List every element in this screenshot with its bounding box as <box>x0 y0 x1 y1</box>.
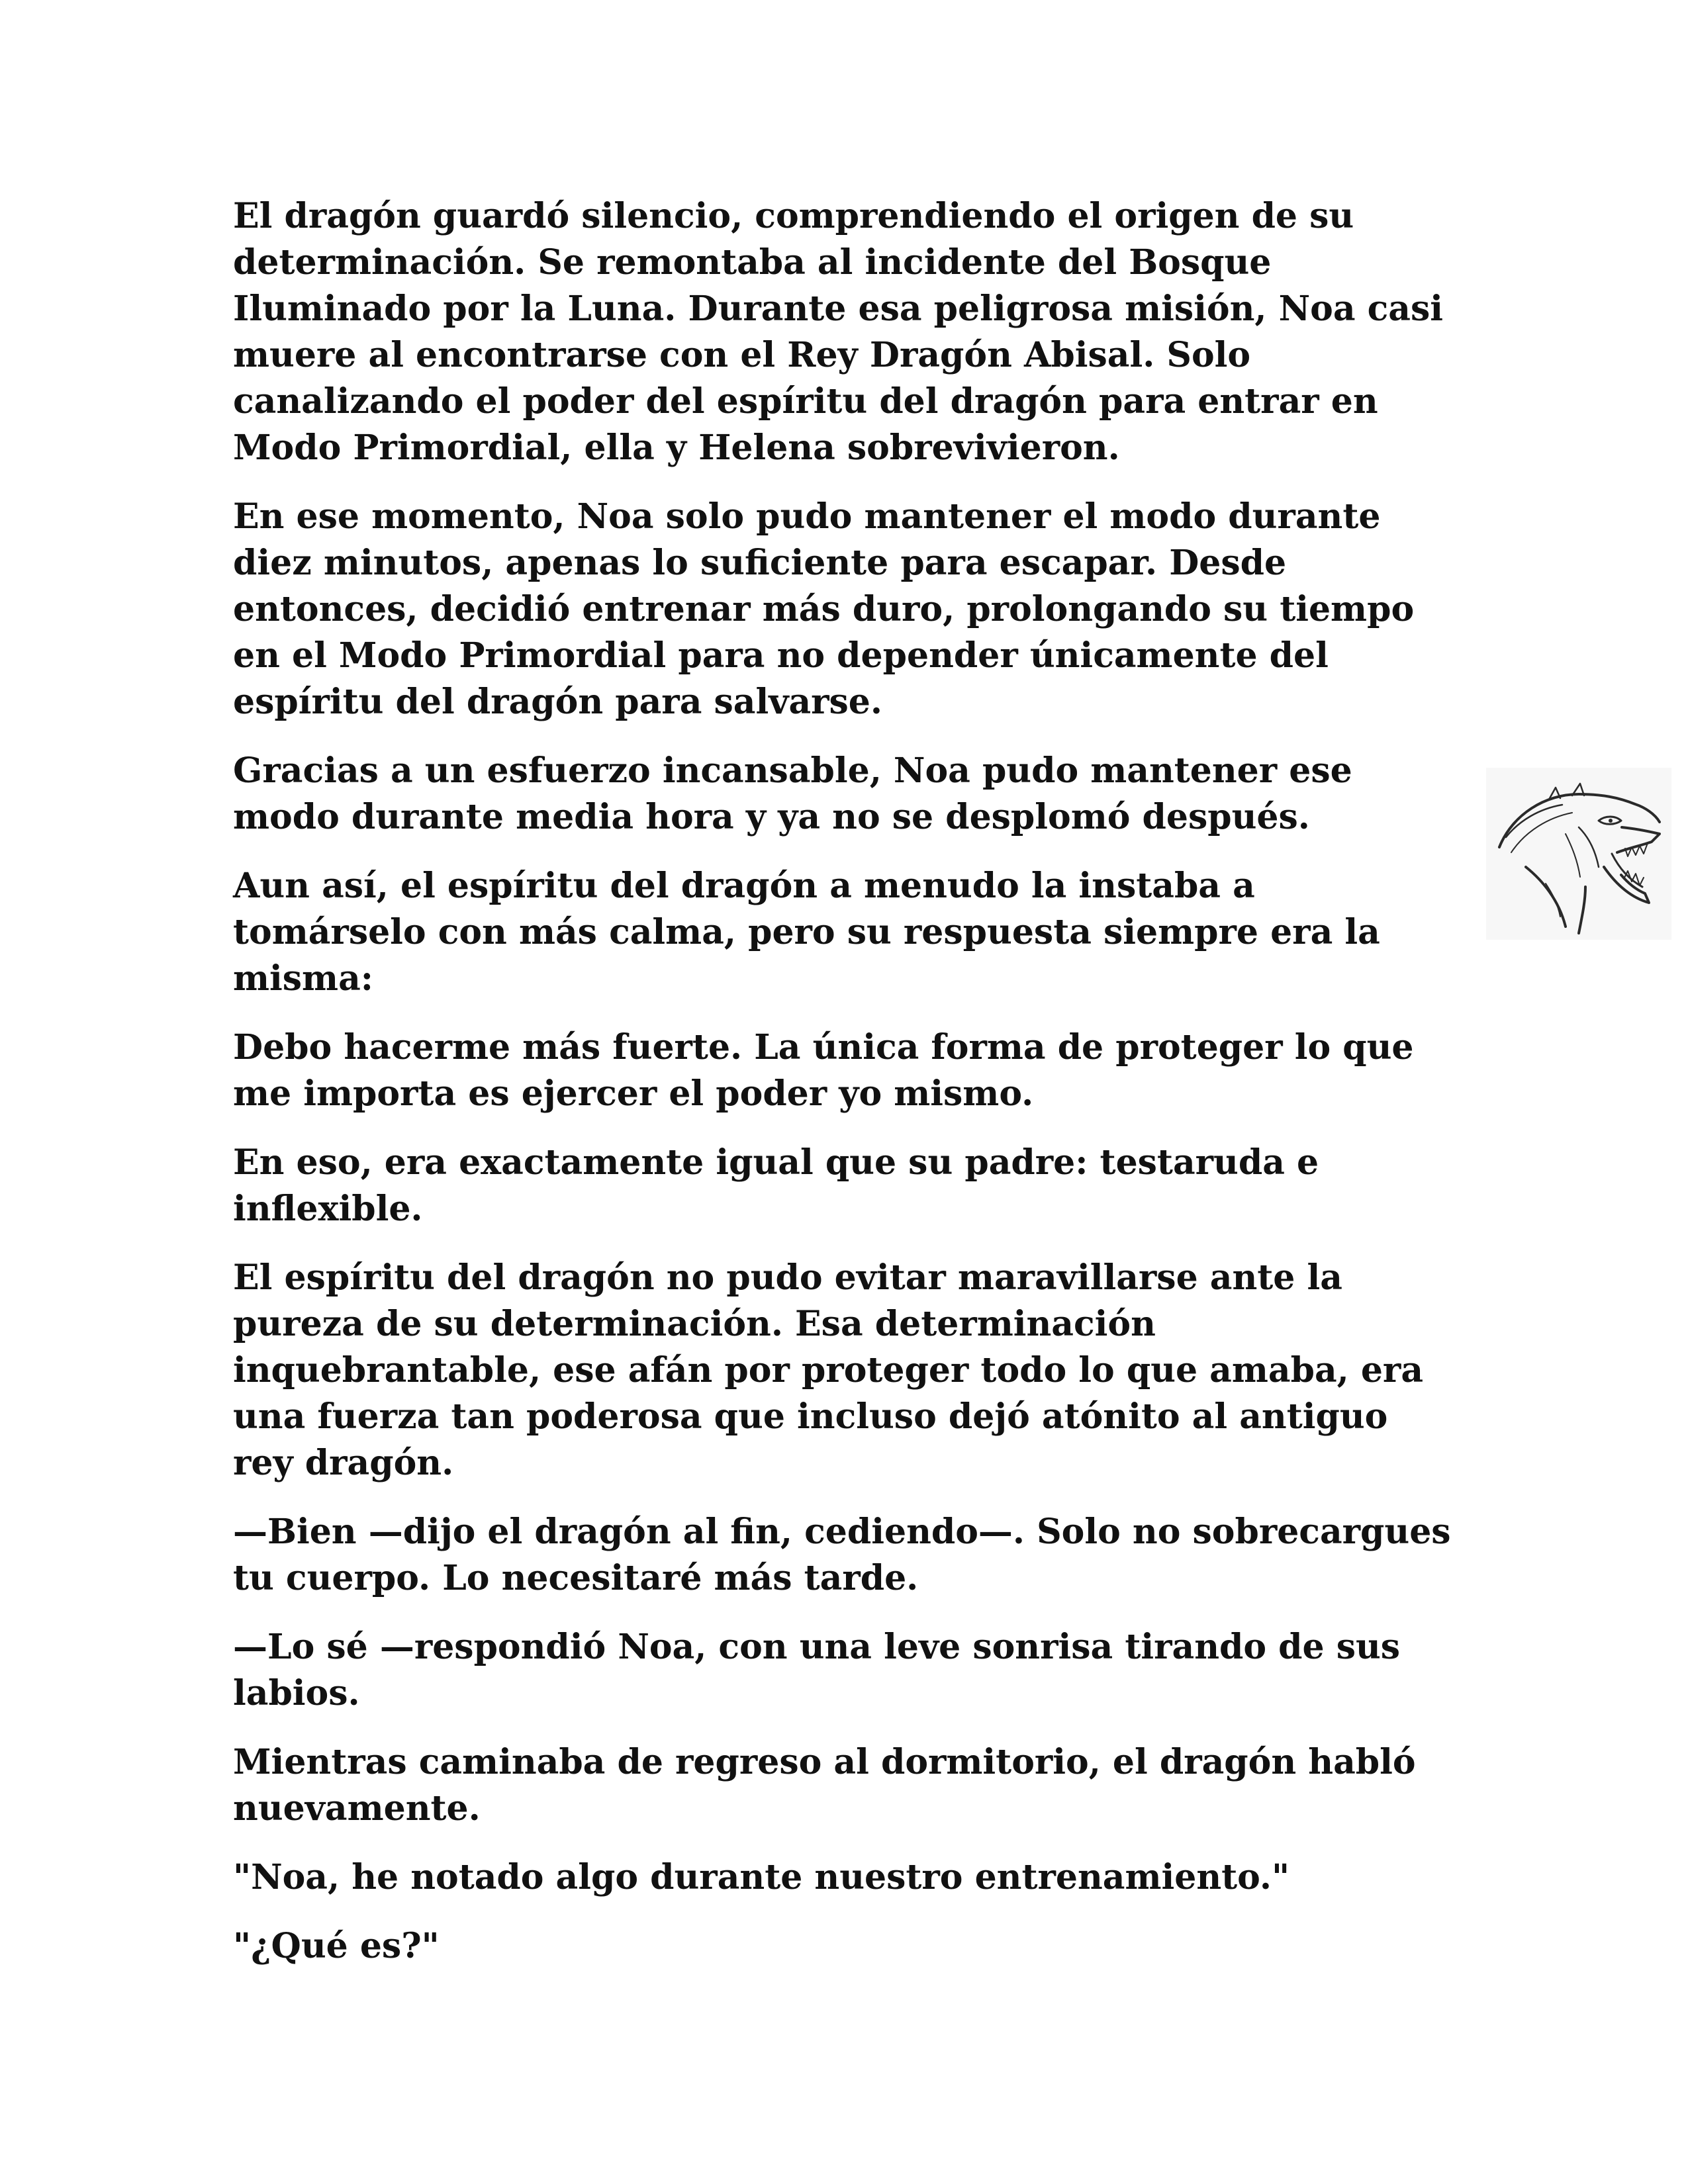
paragraph-8: —Bien —dijo el dragón al fin, cediendo—. Solo no sobrecargues tu cuerpo. Lo necesitaré más tarde. <box>233 1512 1451 1598</box>
paragraph-5: Debo hacerme más fuerte. La única forma de proteger lo que me importa es ejercer el poder yo mismo. <box>233 1027 1414 1114</box>
paragraph-11: "Noa, he notado algo durante nuestro entrenamiento." <box>233 1857 1290 1897</box>
paragraph-1: El dragón guardó silencio, comprendiendo el origen de su determinación. Se remontaba al incidente del Bosque Iluminado por la Luna. Durante esa peligrosa misión, Noa casi muere al encontrarse con el Rey Dragón Abisal. Solo canalizando el poder del espíritu del dragón para entrar en Modo Primordial, ella y Helena sobrevivieron. <box>233 196 1443 468</box>
body-text <box>233 193 1451 1992</box>
paragraph-7: El espíritu del dragón no pudo evitar maravillarse ante la pureza de su determinación. Esa determinación inquebrantable, ese afán por proteger todo lo que amaba, era una fuerza tan poderosa que incluso dejó atónito al antiguo rey dragón. <box>233 1257 1424 1483</box>
paragraph-4: Aun así, el espíritu del dragón a menudo la instaba a tomárselo con más calma, pero su respuesta siempre era la misma: <box>233 866 1380 999</box>
paragraph-2: En ese momento, Noa solo pudo mantener el modo durante diez minutos, apenas lo suficiente para escapar. Desde entonces, decidió entrenar más duro, prolongando su tiempo en el Modo Primordial para no depender únicamente del espíritu del dragón para salvarse. <box>233 496 1415 722</box>
paragraph-9: —Lo sé —respondió Noa, con una leve sonrisa tirando de sus labios. <box>233 1627 1401 1713</box>
paragraph-10: Mientras caminaba de regreso al dormitorio, el dragón habló nuevamente. <box>233 1742 1416 1829</box>
paragraph-12: "¿Qué es?" <box>233 1926 440 1966</box>
paragraph-6: En eso, era exactamente igual que su padre: testaruda e inflexible. <box>233 1142 1319 1229</box>
dragon-head-icon <box>1486 768 1671 940</box>
paragraph-3: Gracias a un esfuerzo incansable, Noa pudo mantener ese modo durante media hora y ya no se desplomó después. <box>233 751 1352 837</box>
